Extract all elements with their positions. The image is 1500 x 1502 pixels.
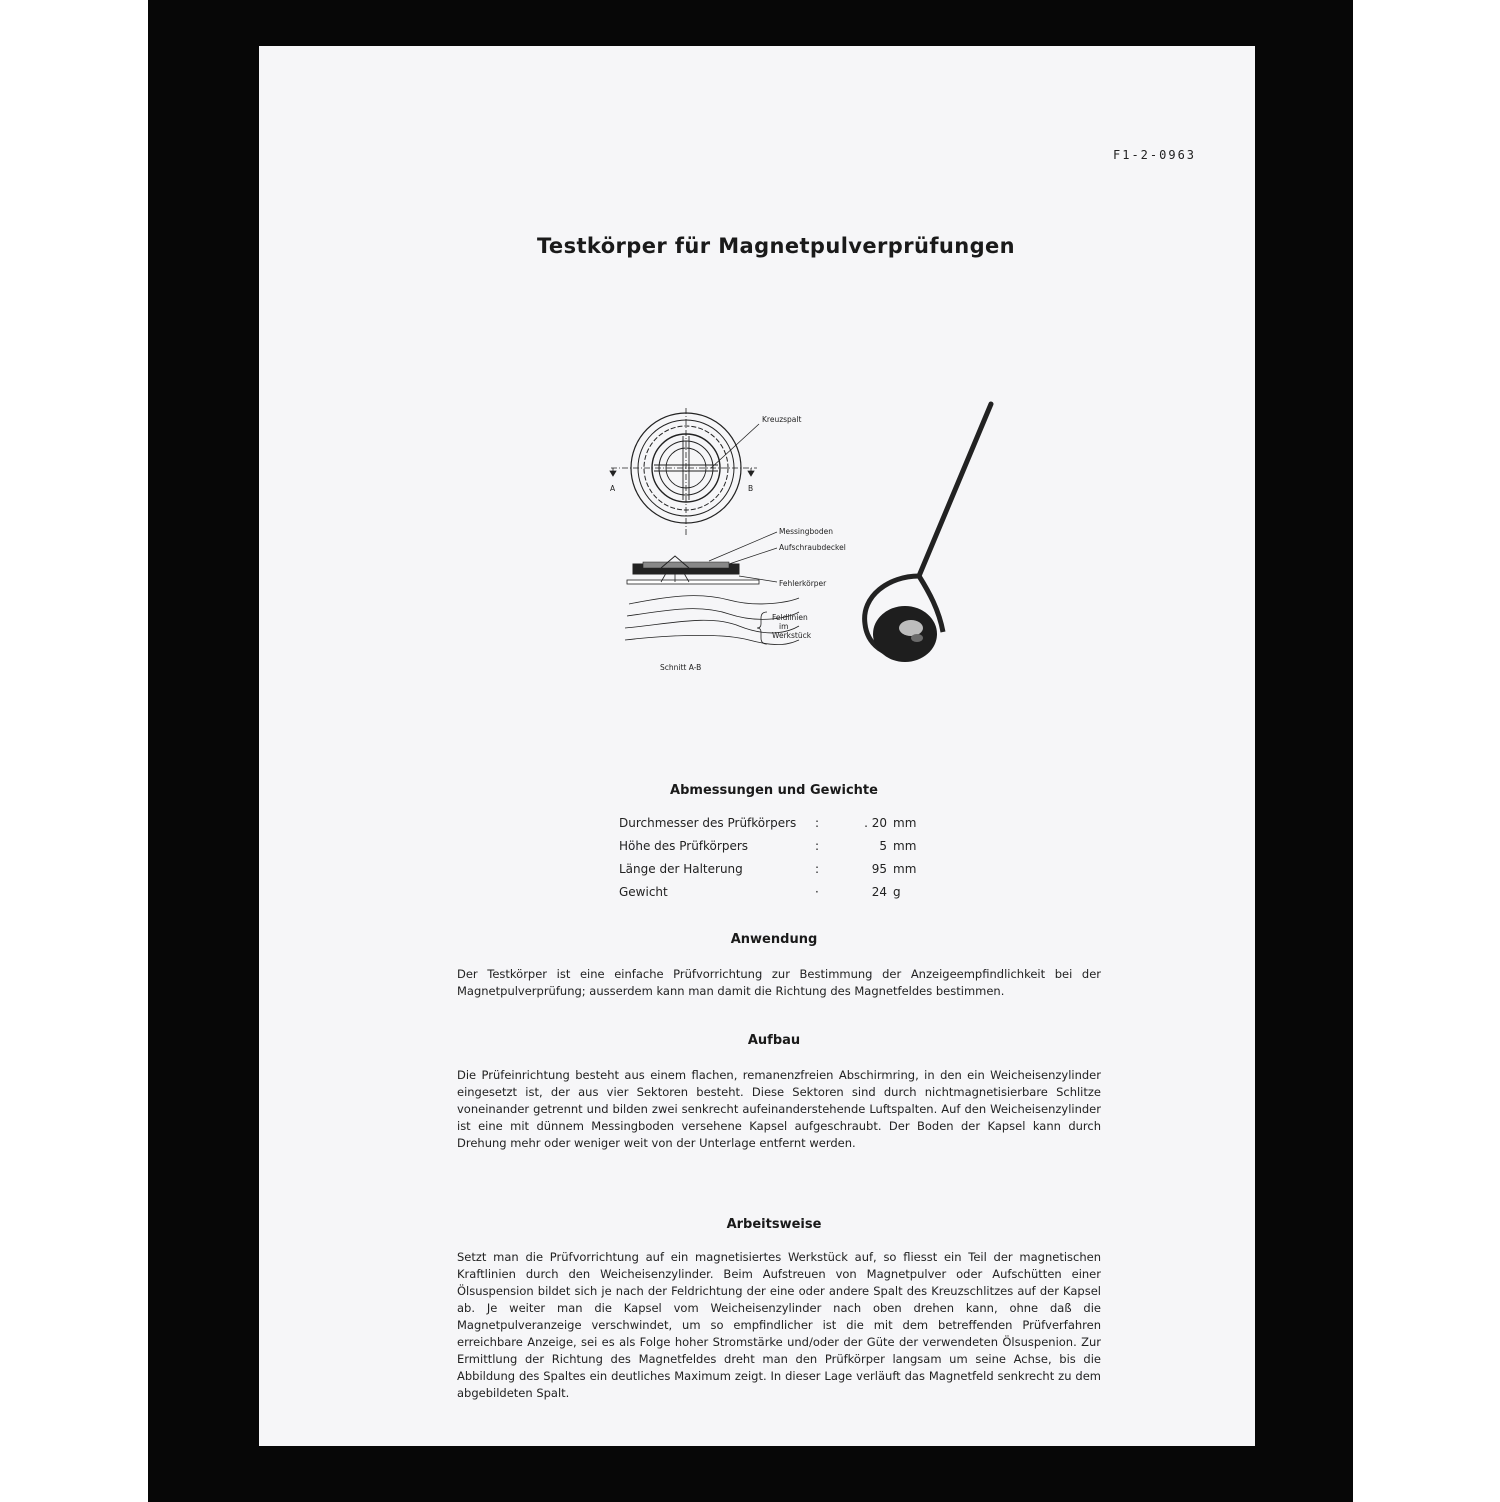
dim-value: . 20 (864, 816, 887, 830)
dim-unit: mm (893, 862, 917, 876)
label-feldlinien-line3: Werkstück (772, 631, 812, 640)
technical-figure (599, 396, 999, 686)
test-body-with-holder-illustration (865, 404, 991, 662)
table-row (619, 885, 933, 908)
label-b: B (748, 484, 754, 493)
label-aufschraubdeckel: Aufschraubdeckel (779, 543, 846, 552)
document-number: F1-2-0963 (1113, 148, 1197, 162)
dimensions-table (619, 816, 933, 908)
table-row (619, 816, 933, 839)
dim-value: 95 (871, 862, 887, 876)
dim-unit: mm (893, 816, 917, 830)
paper-sheet (259, 46, 1255, 1446)
document-title: Testkörper für Magnetpulverprüfungen (537, 234, 1015, 258)
top-view-drawing (610, 408, 759, 536)
anwendung-heading: Anwendung (730, 932, 818, 947)
label-feldlinien-line2: im (779, 622, 789, 631)
figure-drawing (599, 396, 999, 686)
dim-separator: : (815, 862, 820, 876)
label-fehlerkoerper: Fehlerkörper (779, 579, 827, 588)
label-schnitt-a-b: Schnitt A-B (660, 663, 702, 672)
table-row (619, 862, 933, 885)
dim-label: Gewicht (619, 885, 668, 899)
dim-label: Durchmesser des Prüfkörpers (619, 816, 797, 830)
label-kreuzspalt: Kreuzspalt (762, 415, 802, 424)
arbeitsweise-paragraph: Setzt man die Prüfvorrichtung auf ein magnetisiertes Werkstück auf, so fliesst ein Teil der magnetischen Kraftlinien durch den Weicheisenzylinder. Beim Aufstreuen von Magnetpulver oder Aufschütten einer Ölsuspension bildet sich je nach der Feldrichtung der eine oder andere Spalt des Kreuzschlitzes auf der Kapsel ab. Je weiter man die Kapsel vom Weicheisenzylinder nach oben drehen kann, ohne daß die Magnetpulveranzeige verschwindet, um so empfindlicher ist die mit dem betreffenden Prüfverfahren erreichbare Anzeige, sei es als Folge hoher Stromstärke und/oder der Güte der verwendeten Ölsuspenion. Zur Ermittlung der Richtung des Magnetfeldes dreht man den Prüfkörper langsam um seine Achse, bis die Abbildung des Spaltes ein deutliches Maximum zeigt. In dieser Lage verläuft das Magnetfeld senkrecht zu dem abgebildeten Spalt. (457, 1250, 1101, 1400)
dim-label: Länge der Halterung (619, 862, 743, 876)
label-a: A (610, 484, 616, 493)
anwendung-paragraph: Der Testkörper ist eine einfache Prüfvorrichtung zur Bestimmung der Anzeigeempfindlichkeit bei der Magnetpulverprüfung; ausserdem kann man damit die Richtung des Magnetfeldes bestimmen. (457, 967, 1101, 998)
dim-unit: g (893, 885, 901, 899)
dim-unit: mm (893, 839, 917, 853)
table-row (619, 839, 933, 862)
dim-label: Höhe des Prüfkörpers (619, 839, 749, 853)
dim-value: 24 (871, 885, 887, 899)
dim-separator: : (815, 839, 820, 853)
label-feldlinien-line1: Feldlinien (772, 613, 808, 622)
dimensions-heading: Abmessungen und Gewichte (670, 783, 878, 798)
dim-separator: : (815, 816, 820, 830)
aufbau-paragraph: Die Prüfeinrichtung besteht aus einem flachen, remanenzfreien Abschirmring, in den ein Weicheisenzylinder eingesetzt ist, der aus vier Sektoren besteht. Diese Sektoren sind durch nichtmagnetisierbare Schlitze voneinander getrennt und bilden zwei senkrecht aufeinanderstehende Luftspalten. Auf den Weicheisenzylinder ist eine mit dünnem Messingboden versehene Kapsel aufgeschraubt. Der Boden der Kapsel kann durch Drehung mehr oder weniger weit von der Unterlage entfernt werden. (457, 1068, 1101, 1150)
dim-value: 5 (879, 839, 887, 853)
arbeitsweise-heading: Arbeitsweise (726, 1217, 822, 1232)
section-view-drawing (625, 532, 799, 645)
label-messingboden: Messingboden (779, 527, 833, 536)
dim-separator: · (815, 885, 819, 899)
aufbau-heading: Aufbau (747, 1033, 801, 1048)
